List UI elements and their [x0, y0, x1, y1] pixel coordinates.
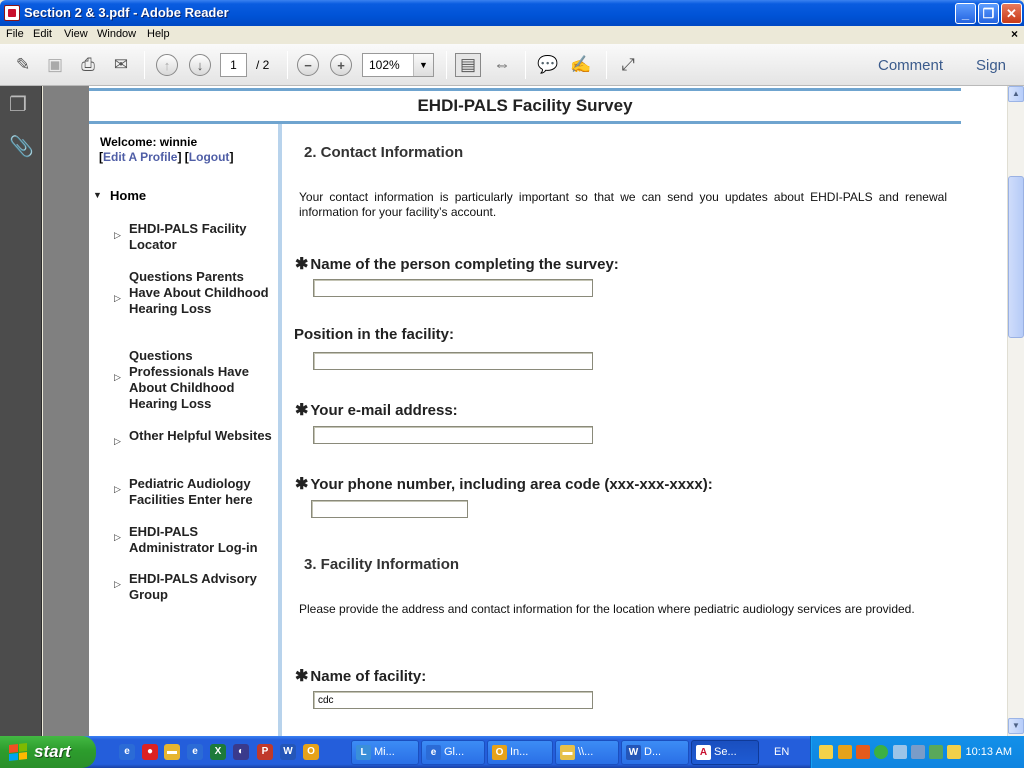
quicklaunch-folder-icon[interactable]: ▬	[164, 744, 180, 760]
quicklaunch-media-icon[interactable]: ●	[142, 744, 158, 760]
nav-other-websites[interactable]: Other Helpful Websites	[129, 428, 272, 443]
nav-facility-locator[interactable]: EHDI-PALS Facility Locator	[129, 221, 247, 252]
system-tray	[810, 736, 1024, 768]
tray-sync-icon[interactable]	[929, 745, 943, 759]
page-number-input[interactable]: 1	[220, 53, 247, 77]
taskbar-item-4[interactable]	[555, 740, 619, 765]
nav-questions-professionals[interactable]: Questions Professionals Have About Childhood Hearing Loss	[129, 348, 249, 411]
arrow-right-icon: ▷	[114, 372, 121, 382]
arrow-right-icon: ▷	[114, 230, 121, 240]
comment-button[interactable]: Comment	[878, 57, 944, 74]
taskbar-item-5-label: D...	[644, 746, 662, 758]
nav-administrator-login[interactable]: EHDI-PALS Administrator Log-in	[129, 524, 258, 555]
quicklaunch-excel-icon[interactable]: X	[210, 744, 226, 760]
arrow-right-icon: ▷	[114, 484, 121, 494]
windows-logo-icon	[9, 743, 27, 761]
taskbar-item-2[interactable]	[421, 740, 485, 765]
nav-questions-parents[interactable]: Questions Parents Have About Childhood Hearing Loss	[129, 269, 269, 316]
quicklaunch-app-icon[interactable]: ◐	[233, 744, 249, 760]
nav-advisory-group[interactable]: EHDI-PALS Advisory Group	[129, 571, 257, 602]
toolbar-separator	[287, 51, 288, 79]
nav-audiology-facilities[interactable]: Pediatric Audiology Facilities Enter here	[129, 476, 253, 507]
toolbar-separator	[446, 51, 447, 79]
pages-icon[interactable]: ❐	[9, 94, 27, 116]
menu-file[interactable]: File	[6, 28, 24, 40]
fit-page-icon[interactable]: ▤	[455, 53, 481, 77]
tray-update-icon[interactable]	[911, 745, 925, 759]
section-facility-title: 3. Facility Information	[304, 556, 460, 573]
task-ie-icon: e	[426, 745, 441, 760]
arrow-right-icon: ▷	[114, 293, 121, 303]
arrow-down-icon: ↓	[189, 54, 211, 76]
email-icon[interactable]: ✉	[113, 55, 129, 74]
quicklaunch-powerpoint-icon[interactable]: P	[257, 744, 273, 760]
menu-view[interactable]: View	[64, 28, 88, 40]
taskbar-item-3[interactable]	[487, 740, 553, 765]
minimize-button[interactable]: _	[955, 3, 976, 24]
attachments-paperclip-icon[interactable]: 📎	[9, 136, 34, 158]
window-title: Section 2 & 3.pdf - Adobe Reader	[24, 5, 229, 20]
arrow-up-icon: ↑	[156, 54, 178, 76]
welcome-text: Welcome: winnie	[100, 135, 198, 149]
minus-icon: −	[297, 54, 319, 76]
plus-icon: +	[330, 54, 352, 76]
facility-name-label-text: Name of facility:	[310, 668, 427, 685]
phone-label-text: Your phone number, including area code (xxx-xxx-xxxx):	[310, 476, 713, 493]
arrow-right-icon: ▷	[114, 579, 121, 589]
facility-name-label	[295, 666, 426, 686]
scroll-down-arrow-icon[interactable]: ▼	[1008, 718, 1024, 734]
profile-links: [Edit A Profile] [Logout]	[99, 150, 234, 164]
print-icon[interactable]: ⎙	[81, 55, 95, 74]
tray-app-icon[interactable]	[856, 745, 870, 759]
task-adobe-icon: A	[696, 745, 711, 760]
contact-intro: Your contact information is particularly important so that we can send you updates about EHDI-PALS and renewal information for your facility’s account.	[299, 190, 947, 219]
taskbar-item-4-label: \\...	[578, 746, 594, 758]
title-bar[interactable]	[0, 0, 1024, 26]
taskbar-item-2-label: Gl...	[444, 746, 465, 758]
taskbar-item-6-active[interactable]	[691, 740, 759, 765]
expanded-triangle-icon: ▼	[93, 190, 102, 200]
task-folder-icon: ▬	[560, 745, 575, 760]
facility-intro: Please provide the address and contact information for the location where pediatric audiology services are provided.	[299, 602, 915, 616]
required-asterisk-icon: ✱	[295, 476, 309, 493]
task-outlook-icon: O	[492, 745, 507, 760]
taskbar-item-6-label: Se...	[714, 746, 737, 758]
sign-button[interactable]: Sign	[976, 57, 1007, 74]
quicklaunch-outlook-icon[interactable]: O	[303, 744, 319, 760]
edit-pen-icon[interactable]: ✎	[15, 55, 31, 74]
task-word-icon: W	[626, 745, 641, 760]
menu-bar	[0, 26, 1024, 44]
email-label	[295, 400, 458, 420]
survey-title: EHDI-PALS Facility Survey	[417, 96, 633, 115]
zoom-out-button[interactable]	[295, 53, 321, 77]
page-total: / 2	[256, 58, 270, 72]
next-page-button[interactable]	[187, 53, 213, 77]
header-rule	[89, 121, 961, 124]
fit-width-icon[interactable]: ⇔	[493, 55, 511, 74]
menu-edit[interactable]: Edit	[33, 28, 52, 40]
vertical-scrollbar[interactable]	[1007, 86, 1024, 736]
tray-outlook-icon[interactable]	[838, 745, 852, 759]
edit-profile-link[interactable]: Edit A Profile	[103, 150, 178, 164]
taskbar-item-1[interactable]	[351, 740, 419, 765]
language-indicator[interactable]: EN	[774, 746, 790, 758]
adobe-reader-icon	[4, 5, 20, 21]
taskbar-item-1-label: Mi...	[374, 746, 395, 758]
email-label-text: Your e-mail address:	[310, 402, 458, 419]
required-asterisk-icon: ✱	[295, 402, 309, 419]
tray-shield-icon[interactable]	[947, 745, 961, 759]
pdf-page	[89, 86, 1007, 736]
toolbar-separator	[606, 51, 607, 79]
close-button[interactable]: ✕	[1001, 3, 1022, 24]
document-area	[43, 86, 1007, 736]
zoom-in-button[interactable]	[328, 53, 354, 77]
top-rule	[89, 88, 961, 91]
position-input[interactable]	[313, 352, 593, 370]
maximize-button[interactable]: ❐	[978, 3, 999, 24]
start-button[interactable]	[0, 736, 96, 768]
toolbar-separator	[144, 51, 145, 79]
quicklaunch-ie-icon[interactable]: e	[119, 744, 135, 760]
tray-network-icon[interactable]	[874, 745, 888, 759]
scroll-up-arrow-icon[interactable]: ▲	[1008, 86, 1024, 102]
zoom-select[interactable]	[362, 53, 434, 77]
toolbar-separator	[525, 51, 526, 79]
quicklaunch-browser-icon[interactable]: e	[187, 744, 203, 760]
chevron-down-icon[interactable]: ▼	[413, 54, 433, 76]
phone-input[interactable]	[311, 500, 468, 518]
required-asterisk-icon: ✱	[295, 668, 309, 685]
quicklaunch-word-icon[interactable]: W	[280, 744, 296, 760]
menu-window[interactable]: Window	[97, 28, 137, 40]
logout-link[interactable]: Logout	[188, 150, 230, 164]
taskbar	[0, 736, 1024, 768]
save-icon[interactable]: ▣	[46, 55, 64, 74]
facility-name-input[interactable]: cdc	[313, 691, 593, 709]
taskbar-item-3-label: In...	[510, 746, 529, 758]
taskbar-item-5[interactable]	[621, 740, 689, 765]
toolbar	[0, 44, 1024, 86]
name-label-text: Name of the person completing the survey:	[310, 256, 619, 273]
previous-page-button[interactable]	[154, 53, 180, 77]
tray-mail-icon[interactable]	[819, 745, 833, 759]
menu-help[interactable]: Help	[147, 28, 170, 40]
sticky-note-icon[interactable]: 💬	[537, 55, 559, 74]
task-app-icon: L	[356, 745, 371, 760]
clock[interactable]: 10:13 AM	[965, 746, 1012, 758]
sidebar-divider	[278, 124, 282, 736]
full-screen-icon[interactable]: ⤢	[621, 55, 635, 74]
tray-security-icon[interactable]	[893, 745, 907, 759]
zoom-value: 102%	[369, 58, 400, 72]
document-close-icon[interactable]: ×	[1010, 27, 1018, 41]
highlight-text-icon[interactable]: ✍	[570, 55, 592, 74]
name-input[interactable]	[313, 279, 593, 297]
arrow-right-icon: ▷	[114, 532, 121, 542]
navigation-pane	[0, 86, 42, 736]
email-input[interactable]	[313, 426, 593, 444]
start-label: start	[34, 742, 71, 761]
scrollbar-thumb[interactable]	[1008, 176, 1024, 338]
section-contact-title: 2. Contact Information	[304, 144, 464, 161]
position-label: Position in the facility:	[294, 326, 455, 343]
name-label	[295, 254, 619, 274]
arrow-right-icon: ▷	[114, 436, 121, 446]
required-asterisk-icon: ✱	[295, 256, 309, 273]
nav-home[interactable]: Home	[110, 188, 147, 203]
phone-label	[295, 474, 713, 494]
